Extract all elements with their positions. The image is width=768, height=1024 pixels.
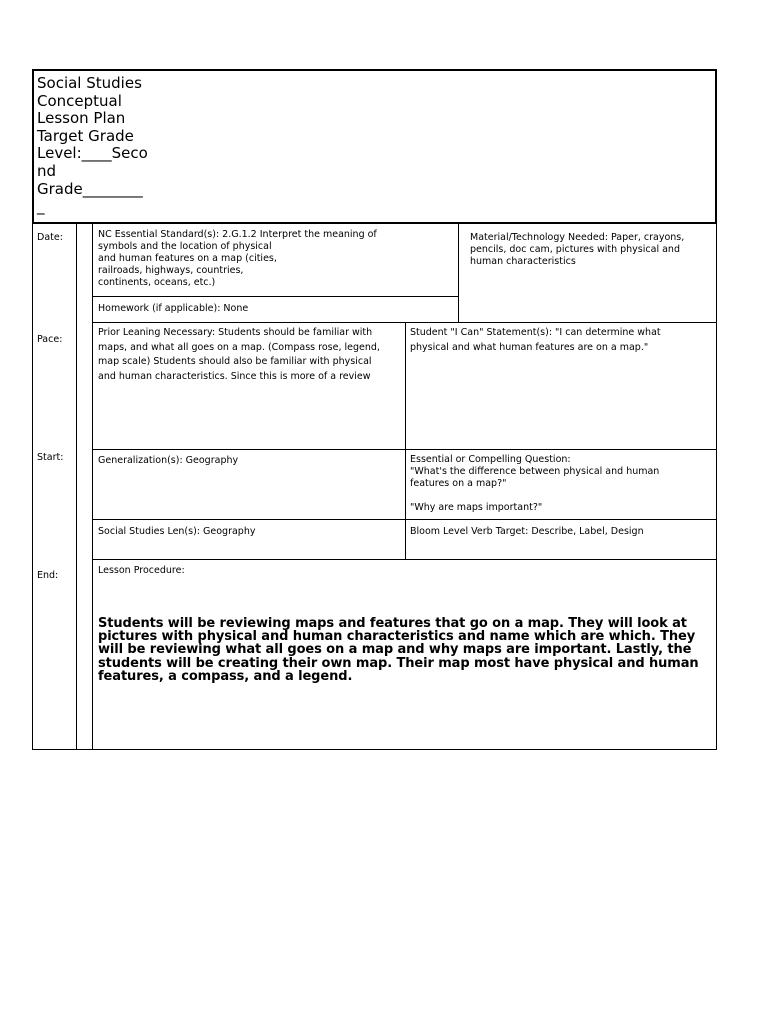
start-label: Start: <box>37 452 64 463</box>
divider <box>92 519 717 520</box>
prior-learning-cell: Prior Leaning Necessary: Students should be familiar with maps, and what all goes on a map. (Compass rose, legend, map scale) Students should also be familiar with physical and human characteristics. Since this is more of a review <box>98 327 380 382</box>
document-title: Social Studies Conceptual Lesson Plan Target Grade Level:____Seco nd Grade________ _ <box>37 74 148 216</box>
date-label: Date: <box>37 232 63 243</box>
generalizations-cell: Generalization(s): Geography <box>98 455 239 466</box>
essential-question-cell: Essential or Compelling Question: "What's the difference between physical and human features on a map?" "Why are maps important?" <box>410 454 660 513</box>
end-label: End: <box>37 570 59 581</box>
homework-cell: Homework (if applicable): None <box>98 303 249 314</box>
divider <box>92 322 717 323</box>
lesson-procedure-label: Lesson Procedure: <box>98 565 185 576</box>
divider <box>92 449 717 450</box>
divider <box>458 224 459 322</box>
divider <box>92 559 717 560</box>
i-can-statement-cell: Student "I Can" Statement(s): "I can determine what physical and what human features are on a map." <box>410 327 661 353</box>
lens-cell: Social Studies Len(s): Geography <box>98 526 256 537</box>
materials-cell: Material/Technology Needed: Paper, crayons, pencils, doc cam, pictures with physical and human characteristics <box>470 232 685 267</box>
divider <box>76 224 77 750</box>
lesson-procedure-body: Students will be reviewing maps and features that go on a map. They will look at pictures with physical and human characteristics and name which are which. They will be reviewing what all goes on a map and why maps are important. Lastly, the students will be creating their own map. Their map most have physical and human features, a compass, and a legend. <box>98 616 699 684</box>
nc-standard-cell: NC Essential Standard(s): 2.G.1.2 Interpret the meaning of symbols and the location of physical and human features on a map (cities, railroads, highways, countries, continents, oceans, etc.) <box>98 229 377 288</box>
divider <box>92 296 458 297</box>
bloom-cell: Bloom Level Verb Target: Describe, Label, Design <box>410 526 644 537</box>
divider <box>92 224 93 750</box>
pace-label: Pace: <box>37 334 63 345</box>
divider <box>405 322 406 559</box>
